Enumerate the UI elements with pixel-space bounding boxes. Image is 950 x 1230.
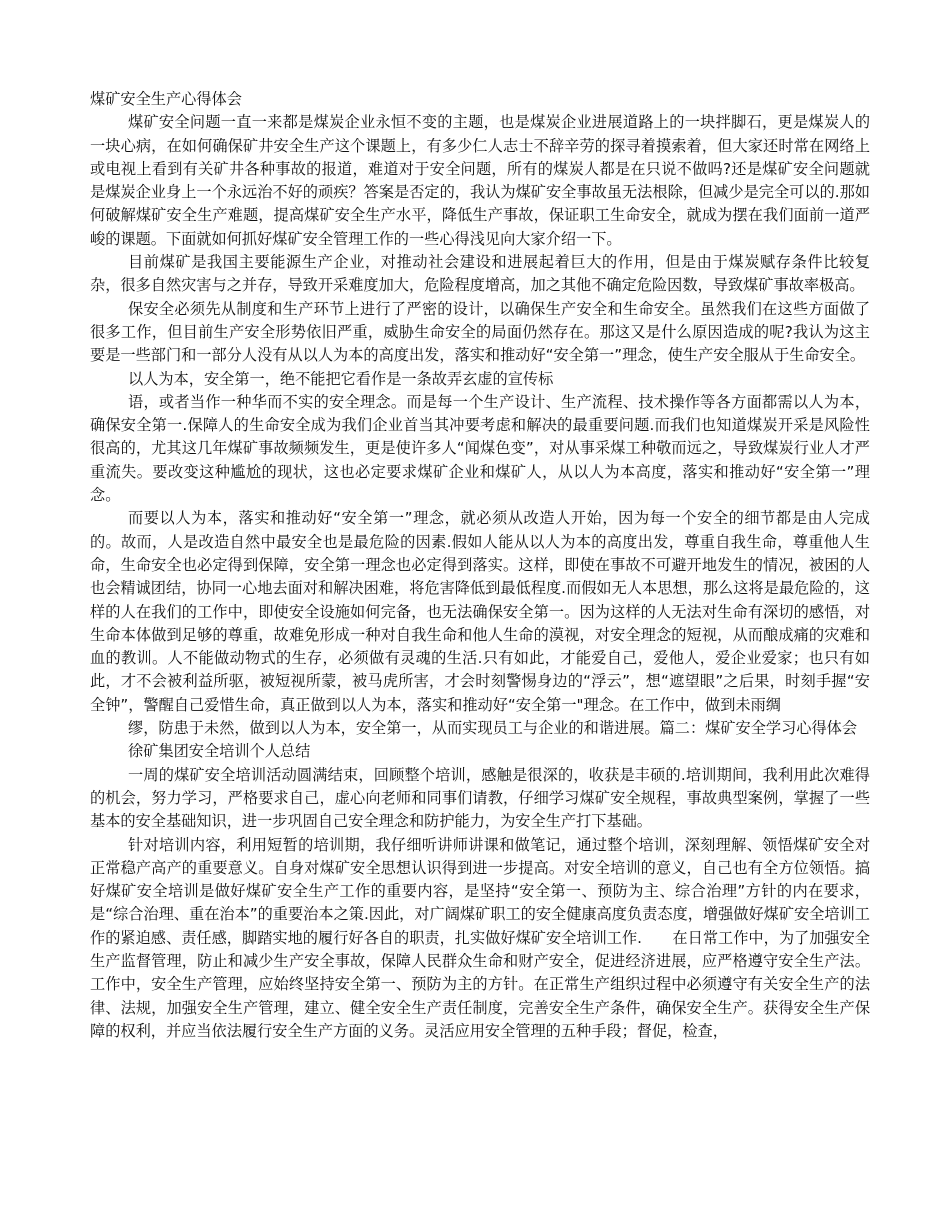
paragraph: 煤矿安全问题一直一来都是煤炭企业永恒不变的主题，也是煤炭企业进展道路上的一块拌脚石，更是煤炭人的一块心病，在如何确保矿井安全生产这个课题上，有多少仁人志士不辞辛劳的探寻着摸索着，但大家还时常在网络上或电视上看到有关矿井各种事故的报道，难道对于安全问题，所有的煤炭人都是在只说不做吗?还是煤矿安全问题就是煤炭企业身上一个永远治不好的顽疾？答案是否定的，我认为煤矿安全事故虽无法根除，但减少是完全可以的.那如何破解煤矿安全生产难题，提高煤矿安全生产水平，降低生产事故，保证职工生命安全，就成为摆在我们面前一道严峻的课题。下面就如何抓好煤矿安全管理工作的一些心得浅见向大家介绍一下。 [90,113,870,248]
paragraph: 以人为本，安全第一，绝不能把它看作是一条故弄玄虚的宣传标 [128,369,554,388]
paragraph: 保安全必须先从制度和生产环节上进行了严密的设计，以确保生产安全和生命安全。虽然我们在这些方面做了很多工作，但目前生产安全形势依旧严重，威胁生命安全的局面仍然存在。那这又是什么原因造成的呢?我认为这主要是一些部门和一部分人没有从以人为本的高度出发，落实和推动好“安全第一”理念，使生产安全服从于生命安全。 [90,299,870,365]
paragraph: 语，或者当作一种华而不实的安全理念。而是每一个生产设计、生产流程、技术操作等各方面都需以人为本，确保安全第一.保障人的生命安全成为我们企业首当其冲要考虑和解决的最重要问题.而我们也知道煤炭开采是风险性很高的，尤其这几年煤矿事故频频发生，更是使许多人“闻煤色变”，对从事采煤工种敬而远之，导致煤炭行业人才严重流失。要改变这种尴尬的现状，这也必定要求煤矿企业和煤矿人，从以人为本高度，落实和推动好“安全第一”理念。 [90,392,870,505]
section-subtitle: 徐矿集团安全培训个人总结 [128,742,311,761]
document-title: 煤矿安全生产心得体会 [90,90,242,108]
paragraph: 而要以人为本，落实和推动好“安全第一”理念，就必须从改造人开始，因为每一个安全的细节都是由人完成的。故而，人是改造自然中最安全也是最危险的因素.假如人能从以人为本的高度出发，尊重自我生命，尊重他人生命，生命安全也必定得到保障，安全第一理念也必定得到落实。这样，即使在事故不可避开地发生的情况，被困的人也会精诚团结，协同一心地去面对和解决困难，将危害降低到最低程度.而假如无人本思想，那么这将是最危险的，这样的人在我们的工作中，即使安全设施如何完备，也无法确保安全第一。因为这样的人无法对生命有深切的感悟，对生命本体做到足够的尊重，故难免形成一种对自我生命和他人生命的漠视，对安全理念的短视，从而酿成痛的灾难和血的教训。人不能做动物式的生存，必须做有灵魂的生活.只有如此，才能爱自己，爱他人，爱企业爱家；也只有如此，才不会被利益所驱，被短视所蒙，被马虎所害，才会时刻警惕身边的“浮云”，想“遮望眼”之后果，时刻手握“安全钟”，警醒自己爱惜生命，真正做到以人为本，落实和推动好“安全第一"理念。在工作中，做到未雨绸 [90,509,870,714]
paragraph: 缪，防患于未然，做到以人为本，安全第一，从而实现员工与企业的和谐进展。篇二：煤矿安全学习心得体会 [128,719,857,738]
document-page [90,88,870,1043]
paragraph: 针对培训内容，利用短暂的培训期，我仔细听讲师讲课和做笔记，通过整个培训，深刻理解、领悟煤矿安全对正常稳产高产的重要意义。自身对煤矿安全思想认识得到进一步提高。对安全培训的意义，自己也有全方位领悟。搞好煤矿安全培训是做好煤矿安全生产工作的重要内容，是坚持“安全第一、预防为主、综合治理”方针的内在要求，是“综合治理、重在治本”的重要治本之策.因此，对广阔煤矿职工的安全健康高度负责态度，增强做好煤矿安全培训工作的紧迫感、责任感，脚踏实地的履行好各自的职责，扎实做好煤矿安全培训工作. 在日常工作中，为了加强安全生产监督管理，防止和减少生产安全事故，保障人民群众生命和财产安全，促进经济进展，应严格遵守安全生产法。工作中，安全生产管理，应始终坚持安全第一、预防为主的方针。在正常生产组织过程中必须遵守有关安全生产的法律、法规，加强安全生产管理，建立、健全安全生产责任制度，完善安全生产条件，确保安全生产。获得安全生产保障的权利，并应当依法履行安全生产方面的义务。灵活应用安全管理的五种手段；督促，检查， [90,835,870,1040]
paragraph: 一周的煤矿安全培训活动圆满结束，回顾整个培训，感触是很深的，收获是丰硕的.培训期间，我利用此次难得的机会，努力学习，严格要求自己，虚心向老师和同事们请教，仔细学习煤矿安全规程，事故典型案例，掌握了一些基本的安全基础知识，进一步巩固自己安全理念和防护能力，为安全生产打下基础。 [90,765,870,831]
paragraph: 目前煤矿是我国主要能源生产企业，对推动社会建设和进展起着巨大的作用，但是由于煤炭赋存条件比较复杂，很多自然灾害与之并存，导致开采难度加大，危险程度增高，加之其他不确定危险因数，导致煤矿事故率极高。 [90,253,870,295]
